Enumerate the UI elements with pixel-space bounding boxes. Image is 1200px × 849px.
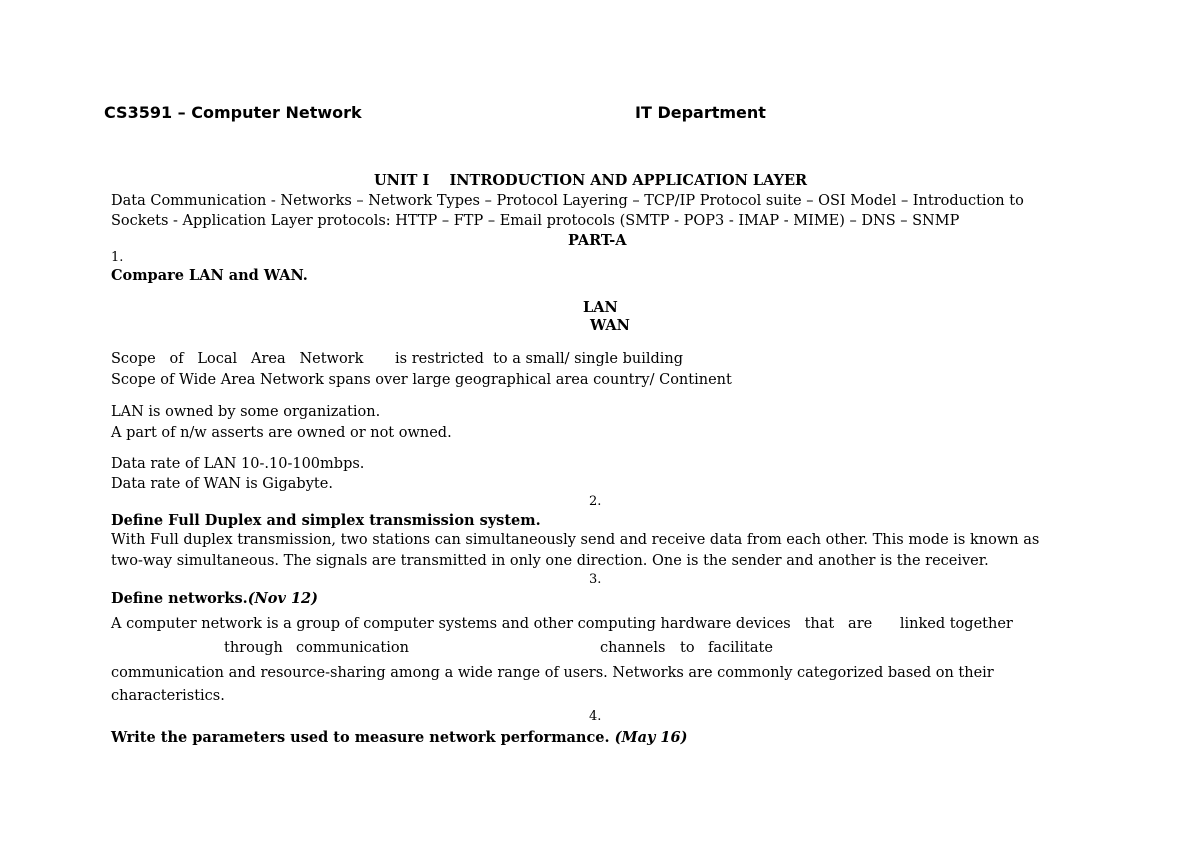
- answer-3-line-1: A computer network is a group of computer systems and other computing hardware devices that are linked together: [111, 616, 1013, 632]
- question-2: Define Full Duplex and simplex transmission system.: [111, 512, 541, 529]
- answer-3-word-communication: communication: [296, 640, 409, 656]
- scope-lan-part-2: is restricted to a small/ single building: [395, 351, 684, 367]
- question-number-2: 2.: [589, 494, 602, 509]
- question-4-text: Write the parameters used to measure network performance.: [111, 729, 610, 746]
- question-1: Compare LAN and WAN.: [111, 267, 308, 284]
- column-lan: LAN: [583, 299, 618, 316]
- part-heading: PART-A: [568, 232, 627, 249]
- unit-title: UNIT I INTRODUCTION AND APPLICATION LAYER: [374, 172, 808, 189]
- answer-3-word-facilitate: facilitate: [708, 640, 773, 656]
- answer-3-line-4: characteristics.: [111, 688, 225, 704]
- answer-3-line-3: communication and resource-sharing among a wide range of users. Networks are commonly categorized based on their: [111, 665, 994, 681]
- syllabus-line-2: Sockets - Application Layer protocols: HTTP – FTP – Email protocols (SMTP - POP3 - IMAP - MIME) – DNS – SNMP: [111, 213, 960, 229]
- department-title: IT Department: [635, 103, 766, 122]
- answer-3-word-channels: channels: [600, 640, 666, 656]
- rate-lan: Data rate of LAN 10-.10-100mbps.: [111, 456, 365, 472]
- question-number-3: 3.: [589, 572, 602, 587]
- question-4: [111, 728, 687, 748]
- answer-3-word-to: to: [680, 640, 695, 656]
- answer-3-word-through: through: [224, 640, 283, 656]
- question-3-tag: (Nov 12): [247, 590, 318, 607]
- syllabus-line-1: Data Communication - Networks – Network Types – Protocol Layering – TCP/IP Protocol suite – OSI Model – Introduction to: [111, 193, 1024, 209]
- answer-2-line-1: With Full duplex transmission, two stations can simultaneously send and receive data from each other. This mode is known as: [111, 532, 1040, 548]
- scope-wan: Scope of Wide Area Network spans over large geographical area country/ Continent: [111, 372, 732, 388]
- question-3-text: Define networks.: [111, 590, 248, 607]
- question-3: [111, 589, 318, 609]
- course-title: CS3591 – Computer Network: [104, 103, 362, 122]
- owner-lan: LAN is owned by some organization.: [111, 404, 381, 420]
- rate-wan: Data rate of WAN is Gigabyte.: [111, 476, 333, 492]
- scope-lan-part-1: Scope of Local Area Network: [111, 351, 364, 367]
- answer-2-line-2: two-way simultaneous. The signals are transmitted in only one direction. One is the sender and another is the receiver.: [111, 553, 989, 569]
- question-number-1: 1.: [111, 250, 124, 265]
- question-4-tag: (May 16): [614, 729, 688, 746]
- question-number-4: 4.: [589, 709, 602, 724]
- owner-wan: A part of n/w asserts are owned or not owned.: [111, 425, 452, 441]
- column-wan: WAN: [590, 317, 630, 334]
